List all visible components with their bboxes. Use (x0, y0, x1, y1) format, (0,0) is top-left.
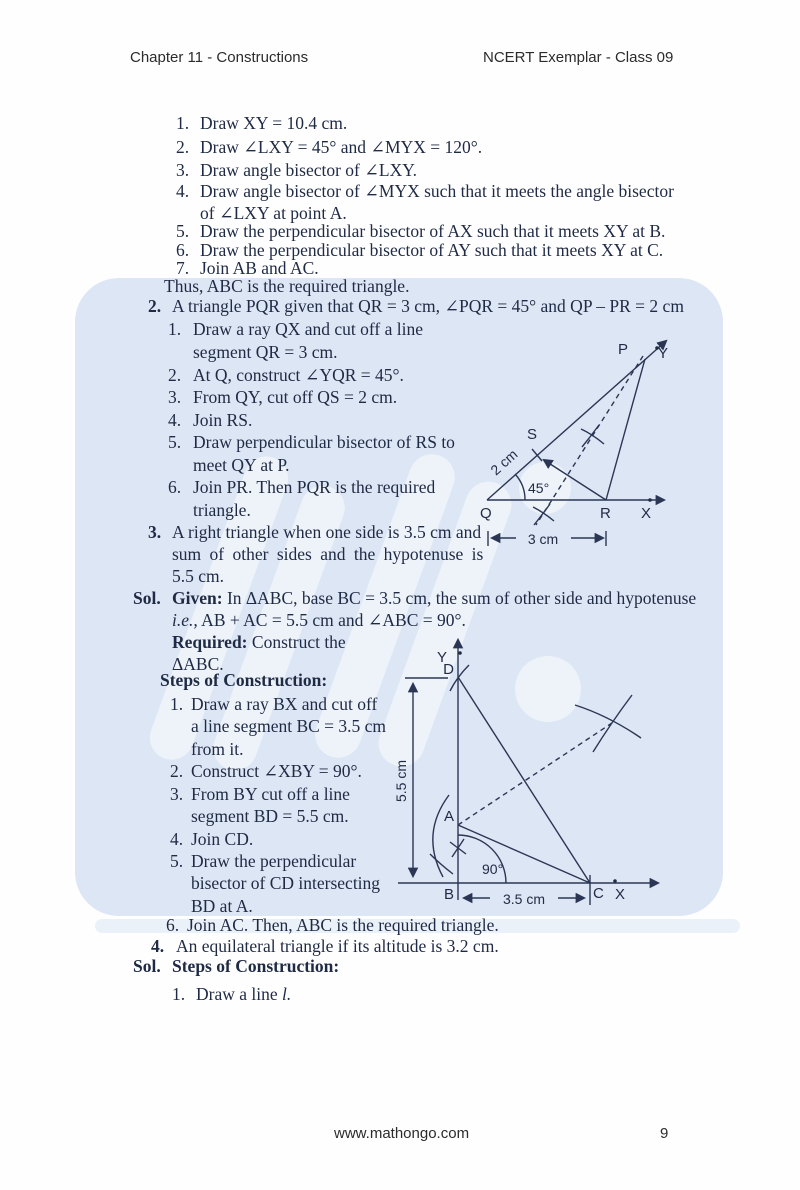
solution-line: i.e., AB + AC = 5.5 cm and ∠ABC = 90°. (172, 610, 466, 630)
step-line: 2. Draw ∠LXY = 45° and ∠MYX = 120°. (176, 137, 483, 157)
header-chapter-title: Chapter 11 - Constructions (130, 49, 309, 66)
step-line: segment BD = 5.5 cm. (191, 806, 349, 826)
question-line: 2. A triangle PQR given that QR = 3 cm, ∠PQR = 45° and QP – PR = 2 cm (148, 296, 684, 316)
label-angle-90: 90° (482, 861, 504, 877)
label-35cm: 3.5 cm (502, 891, 546, 907)
arc-mark (582, 425, 599, 447)
label-x: X (615, 886, 626, 903)
solution-line: Required: Construct the (172, 632, 346, 652)
label-r: R (600, 505, 611, 522)
point-dot (648, 498, 652, 502)
label-55cm: 5.5 cm (393, 759, 409, 803)
question-line: 5.5 cm. (172, 566, 225, 586)
step-line: 4. Draw angle bisector of ∠MYX such that it meets the angle bisector (176, 181, 674, 201)
label-3cm: 3 cm (527, 531, 559, 547)
step-line: of ∠LXY at point A. (200, 203, 347, 223)
conclusion-line: Thus, ABC is the required triangle. (164, 276, 410, 296)
point-dot (458, 651, 462, 655)
label-c: C (593, 885, 604, 902)
arc-mark (533, 507, 554, 521)
step-line: 1. Draw a ray QX and cut off a line (168, 319, 424, 339)
segment-ac (458, 825, 590, 883)
question-line: 3. A right triangle when one side is 3.5 cm and (148, 522, 482, 542)
step-line: 6. Join AC. Then, ABC is the required triangle. (166, 915, 499, 935)
label-p: P (617, 341, 628, 358)
step-line: 7. Join AB and AC. (176, 258, 319, 278)
step-line: 3. Draw angle bisector of ∠LXY. (176, 160, 417, 180)
angle-arc-45 (515, 474, 525, 500)
step-line: 6. Join PR. Then PQR is the required (168, 477, 436, 497)
label-d: D (443, 661, 454, 678)
step-line: 3. From BY cut off a line (170, 784, 350, 804)
step-line: triangle. (193, 500, 251, 520)
step-line: from it. (191, 739, 244, 759)
step-line: 5. Draw perpendicular bisector of RS to (168, 432, 455, 452)
arc-mark (593, 695, 632, 752)
step-line: 2. Construct ∠XBY = 90°. (170, 761, 362, 781)
section-heading: Steps of Construction: (160, 670, 328, 690)
construction-diagram-abc (390, 628, 680, 918)
step-line: a line segment BC = 3.5 cm (191, 716, 387, 736)
point-dot (613, 879, 617, 883)
solution-line: Sol. Given: In ΔABC, base BC = 3.5 cm, the sum of other side and hypotenuse (133, 588, 697, 608)
step-line: 3. From QY, cut off QS = 2 cm. (168, 387, 398, 407)
question-line: 4. An equilateral triangle if its altitude is 3.2 cm. (151, 936, 499, 956)
arc-mark (575, 705, 641, 738)
footer-site-link: www.mathongo.com (334, 1125, 470, 1142)
solution-line: ΔABC. (172, 654, 224, 674)
solution-line: Sol. Steps of Construction: (133, 956, 340, 976)
step-line: 5. Draw the perpendicular (170, 851, 357, 871)
ray-qy (487, 341, 669, 500)
step-line: BD at A. (191, 896, 253, 916)
label-b: B (443, 886, 454, 903)
label-y: Y (658, 345, 669, 362)
step-line: 5. Draw the perpendicular bisector of AX such that it meets XY at B. (176, 221, 666, 241)
label-angle-45: 45° (528, 480, 550, 496)
label-s: S (527, 426, 538, 443)
label-q: Q (480, 505, 492, 522)
arc-mark (430, 854, 453, 874)
step-line: 1. Draw a ray BX and cut off (170, 694, 378, 714)
label-2cm: 2 cm (487, 446, 521, 479)
header-book-title: NCERT Exemplar - Class 09 (483, 49, 674, 66)
step-line: 4. Join CD. (170, 829, 254, 849)
label-a: A (443, 808, 454, 825)
step-line: segment QR = 3 cm. (193, 342, 338, 362)
step-line: 2. At Q, construct ∠YQR = 45°. (168, 365, 404, 385)
step-line: 4. Join RS. (168, 410, 253, 430)
segment-rs (544, 460, 606, 500)
label-y: Y (436, 649, 448, 666)
label-x: X (641, 505, 652, 522)
step-line: bisector of CD intersecting (191, 873, 381, 893)
step-line: 1. Draw a line l. (172, 984, 292, 1004)
arc-mark (581, 429, 604, 444)
step-line: 6. Draw the perpendicular bisector of AY such that it meets XY at C. (176, 240, 664, 260)
step-line: meet QY at P. (193, 455, 290, 475)
step-line: 1. Draw XY = 10.4 cm. (176, 113, 348, 133)
arc-mark (534, 504, 550, 525)
footer-page-number: 9 (660, 1125, 669, 1142)
segment-pr (606, 359, 645, 500)
construction-diagram-pqr (470, 325, 700, 555)
segment-dc (458, 677, 590, 883)
perpendicular-bisector-cd (458, 723, 612, 825)
question-line: sum of other sides and the hypotenuse is (172, 544, 484, 564)
